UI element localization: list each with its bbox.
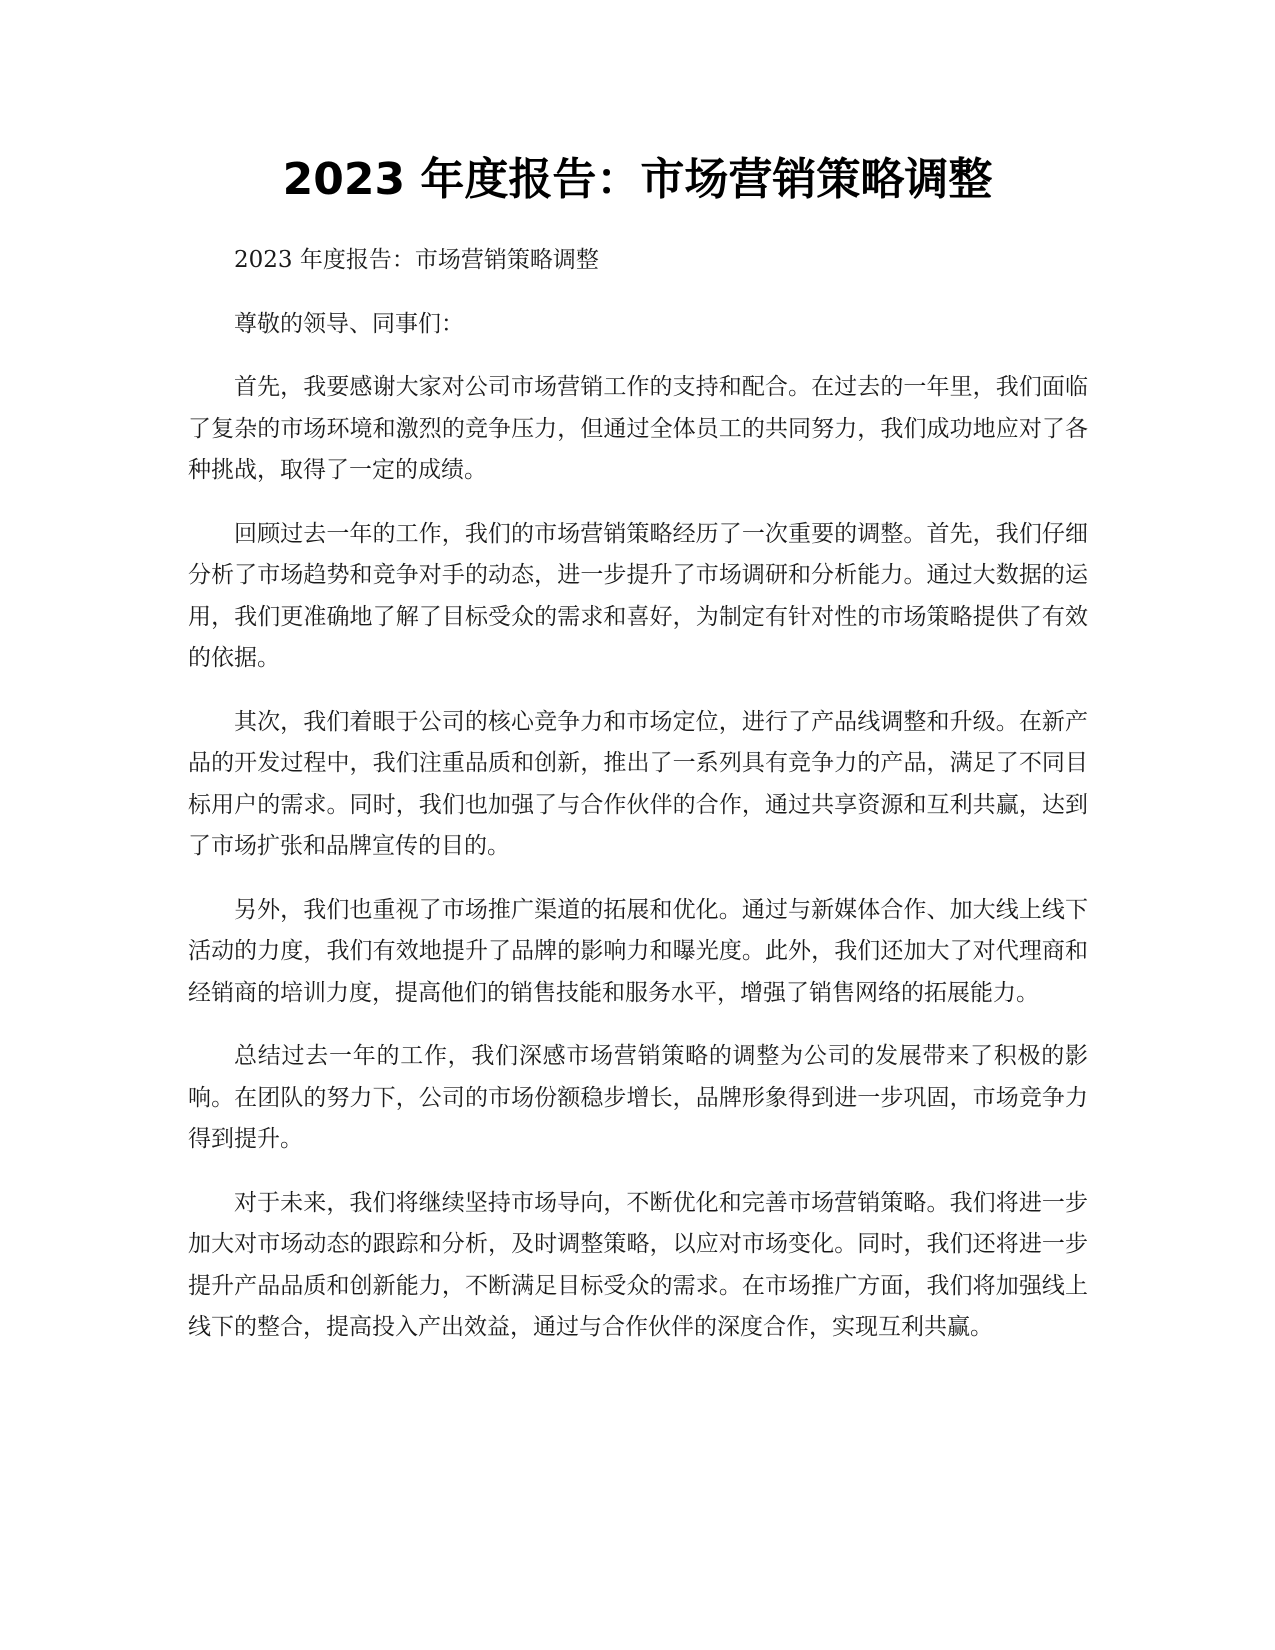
paragraph-channels: 另外，我们也重视了市场推广渠道的拓展和优化。通过与新媒体合作、加大线上线下活动的力度，我们有效地提升了品牌的影响力和曝光度。此外，我们还加大了对代理商和经销商的培训力度，提高他们的销售技能和服务水平，增强了销售网络的拓展能力。 [188, 896, 1088, 1006]
paragraph-review: 回顾过去一年的工作，我们的市场营销策略经历了一次重要的调整。首先，我们仔细分析了市场趋势和竞争对手的动态，进一步提升了市场调研和分析能力。通过大数据的运用，我们更准确地了解了目标受众的需求和喜好，为制定有针对性的市场策略提供了有效的依据。 [188, 520, 1088, 671]
paragraph-summary: 总结过去一年的工作，我们深感市场营销策略的调整为公司的发展带来了积极的影响。在团队的努力下，公司的市场份额稳步增长，品牌形象得到进一步巩固，市场竞争力得到提升。 [188, 1043, 1088, 1152]
paragraph-future: 对于未来，我们将继续坚持市场导向，不断优化和完善市场营销策略。我们将进一步加大对市场动态的跟踪和分析，及时调整策略，以应对市场变化。同时，我们还将进一步提升产品品质和创新能力，不断满足目标受众的需求。在市场推广方面，我们将加强线上线下的整合，提高投入产出效益，通过与合作伙伴的深度合作，实现互利共赢。 [188, 1189, 1088, 1340]
paragraph-thanks: 首先，我要感谢大家对公司市场营销工作的支持和配合。在过去的一年里，我们面临了复杂的市场环境和激烈的竞争压力，但通过全体员工的共同努力，我们成功地应对了各种挑战，取得了一定的成绩。 [188, 374, 1088, 483]
paragraph-product-line: 其次，我们着眼于公司的核心竞争力和市场定位，进行了产品线调整和升级。在新产品的开发过程中，我们注重品质和创新，推出了一系列具有竞争力的产品，满足了不同目标用户的需求。同时，我们也加强了与合作伙伴的合作，通过共享资源和互利共赢，达到了市场扩张和品牌宣传的目的。 [188, 708, 1088, 859]
document-body [188, 240, 1088, 1371]
document-title: 2023 年度报告：市场营销策略调整 [282, 154, 993, 205]
paragraph-salutation: 尊敬的领导、同事们： [234, 310, 464, 337]
paragraph-subtitle: 2023 年度报告：市场营销策略调整 [234, 247, 599, 273]
